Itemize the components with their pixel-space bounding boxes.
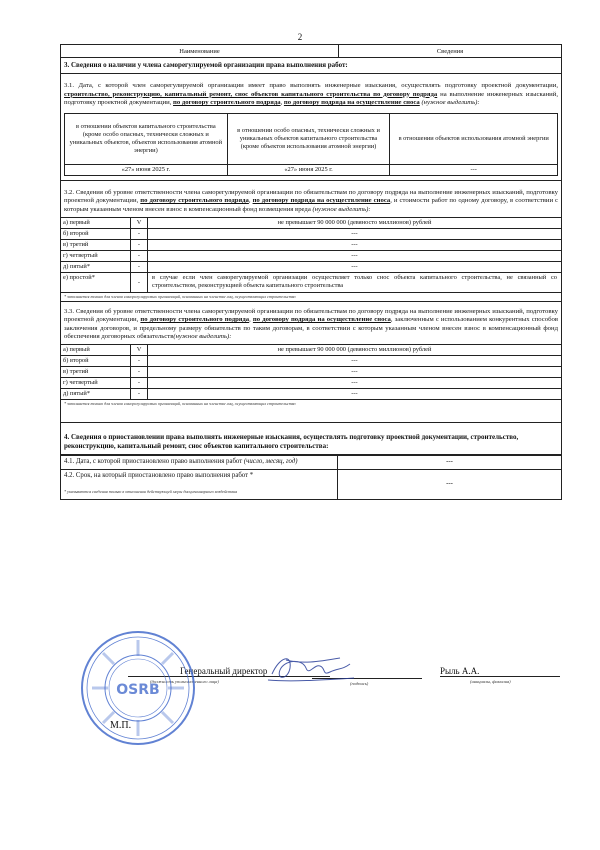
position-caption: (должность уполномоченного лица) <box>150 679 219 684</box>
liability-levels-3-2 <box>61 217 561 293</box>
table-header <box>61 45 561 58</box>
table-row: е) простой* - в случае если член саморегулируемой организации осуществляет только снос объекта капитального строительства, не связанный со строительством, реконструкцией объекта капитального строительства <box>61 272 561 292</box>
rights-date-3: --- <box>390 164 558 175</box>
table-row: в) третий - --- <box>61 239 561 250</box>
signatory-name: Рыль А.А. <box>440 666 560 677</box>
company-stamp-icon <box>78 628 198 748</box>
rights-col-3: в отношении объектов использования атомной энергии <box>390 113 558 164</box>
section-3 <box>61 58 561 74</box>
footnote-3-3: * заполняется только для членов саморегулируемых организаций, основанных на членстве лиц, осуществляющих строительство <box>64 400 296 406</box>
footnote-4: * указываются сведения только в отношении действующей меры дисциплинарного воздействия <box>64 489 238 495</box>
column-header-info: Сведения <box>436 47 464 55</box>
table-row <box>61 455 561 469</box>
rights-date-2: «27» июня 2025 г. <box>227 164 390 175</box>
section-4 <box>61 423 561 455</box>
table-row: д) пятый* - --- <box>61 261 561 272</box>
section-4-title: 4. Сведения о приостановлении права выполнять инженерные изыскания, осуществлять подготовку проектной документации, строительство, реконструкцию, капитальный ремонт, снос объектов капитального строительства: <box>64 432 519 450</box>
rights-col-1: в отношении объектов капитального строительства (кроме особо опасных, технически сложных и уникальных объектов, объектов использования атомной энергии) <box>65 113 228 164</box>
table-row: б) второй - --- <box>61 228 561 239</box>
section-3-title: 3. Сведения о наличии у члена саморегулируемой организации права выполнения работ: <box>64 61 348 69</box>
table-row: г) четвертый - --- <box>61 377 561 388</box>
table-row: д) пятый* - --- <box>61 388 561 399</box>
seal-place-label: М.П. <box>110 720 132 731</box>
rights-date-1: «27» июня 2025 г. <box>65 164 228 175</box>
section-3-2 <box>61 181 561 302</box>
section-4-rows <box>61 455 561 499</box>
suspension-term-value: --- <box>338 469 562 499</box>
table-row: в) третий - --- <box>61 366 561 377</box>
document-table <box>60 44 562 500</box>
handwritten-signature-icon <box>262 650 357 686</box>
liability-levels-3-3 <box>61 344 561 400</box>
section-3-1 <box>61 74 561 181</box>
section-3-1-text: 3.1. Дата, с которой член саморегулируемой организации имеет право выполнять инженерные изыскания, осуществлять подготовку проектной документации, строительство, реконструкцию, капитальный ремонт, снос объектов капитального строительства по договору подряда на выполнение инженерных изысканий, подготовку проектной документации, по договору строительного подряда, по договору подряда на осуществление сноса (нужное выделить): <box>64 82 559 107</box>
footnote-3-2: * заполняется только для членов саморегулируемых организаций, основанных на членстве лиц, осуществляющих строительство <box>64 293 296 299</box>
section-3-3-text: 3.3. Сведения об уровне ответственности члена саморегулируемой организации по обязательствам по договору подряда на выполнение инженерных изысканий, подготовку проектной документации, по договору строительного подряда, по договору подряда на осуществление сноса, заключенным с использованием конкурентных способов заключения договоров, и предельному размеру обязательств по таким договорам, в соответствии с которым указанным членом внесен взнос в компенсационный фонд обеспечения договорных обязательств(нужное выделить): <box>64 307 559 341</box>
suspension-date-label: 4.1. Дата, с которой приостановлено право выполнения работ (число, месяц, год) <box>61 455 338 469</box>
table-row: а) первый V не превышает 90 000 000 (девяносто миллионов) рублей <box>61 217 561 228</box>
signature-caption: (подпись) <box>350 681 369 686</box>
rights-col-2: в отношении особо опасных, технически сложных и уникальных объектов капитального строительства (кроме объектов использования атомной энергии) <box>227 113 390 164</box>
section-3-3 <box>61 302 561 423</box>
section-3-2-text: 3.2. Сведения об уровне ответственности члена саморегулируемой организации по обязательствам по договору подряда на выполнение инженерных изысканий, подготовку проектной документации, по договору строительного подряда, по договору подряда на осуществление сноса, и стоимости работ по одному договору, в соответствии с которым указанным членом внесен взнос в компенсационный фонд возмещения вреда (нужное выделить): <box>64 188 559 213</box>
column-header-name: Наименование <box>61 45 339 57</box>
table-row: б) второй - --- <box>61 355 561 366</box>
stamp-text: OSRB <box>116 682 160 698</box>
suspension-date-value: --- <box>338 455 562 469</box>
table-row: а) первый V не превышает 90 000 000 (девяносто миллионов) рублей <box>61 344 561 355</box>
signatory-position: Генеральный директор <box>128 666 330 677</box>
suspension-term-label: 4.2. Срок, на который приостановлено право выполнения работ * * указываются сведения только в отношении действующей меры дисциплинарного воздействия <box>61 469 338 499</box>
table-row: г) четвертый - --- <box>61 250 561 261</box>
rights-table <box>64 113 558 176</box>
page-number: 2 <box>297 32 303 42</box>
table-row <box>61 469 561 499</box>
name-caption: (инициалы, фамилия) <box>470 679 511 684</box>
